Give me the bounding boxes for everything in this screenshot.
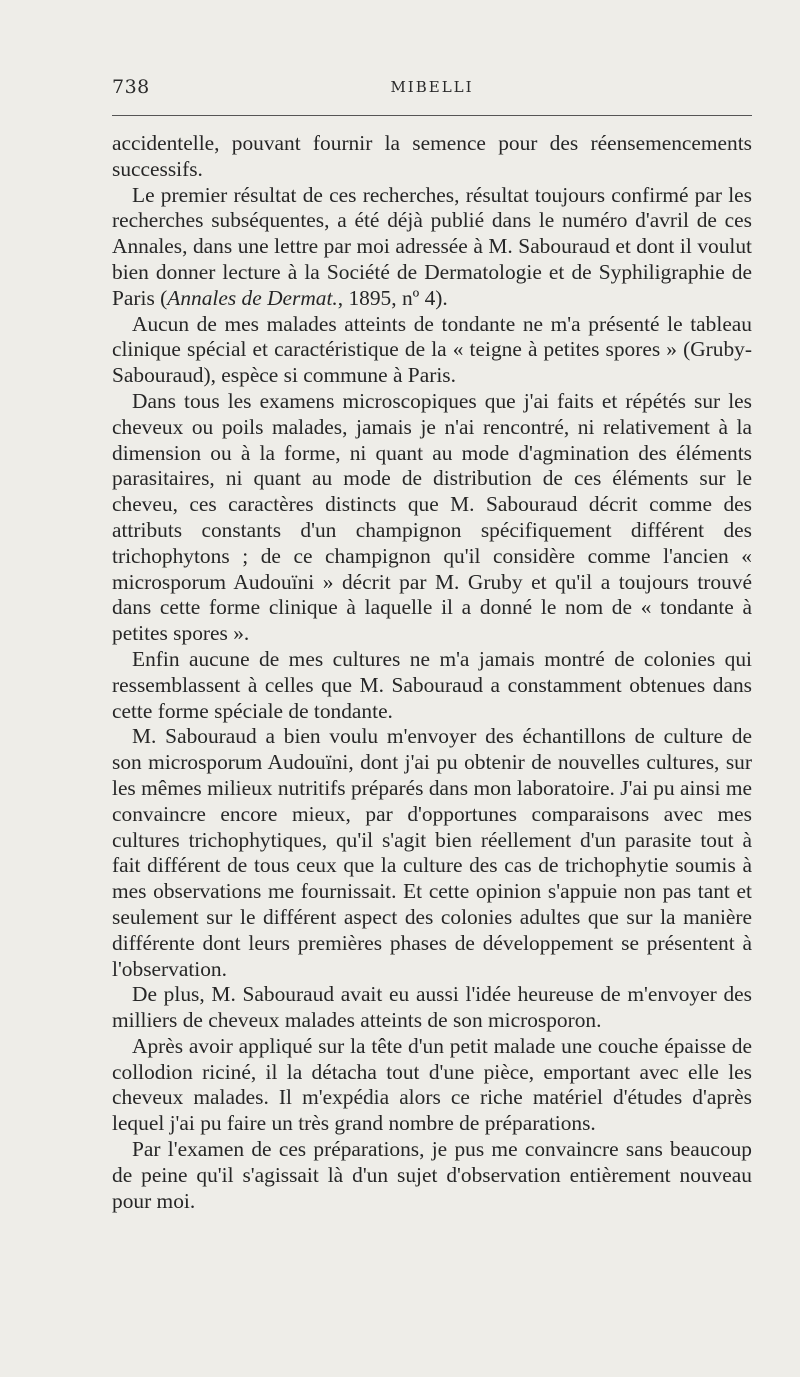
- paragraph-5: Enfin aucune de mes cultures ne m'a jamais montré de colonies qui ressemblassent à celles que M. Sabouraud a constamment obtenues dans cette forme spéciale de tondante.: [112, 646, 752, 723]
- body-text: [112, 131, 752, 1214]
- paragraph-3: Aucun de mes malades atteints de tondante ne m'a présenté le tableau clinique spécial et caractéristique de la « teigne à petites spores » (Gruby-Sabouraud), espèce si commune à Paris.: [112, 311, 752, 388]
- paragraph-1: accidentelle, pouvant fournir la semence pour des réensemencements successifs.: [112, 131, 752, 181]
- header-rule: [112, 115, 752, 116]
- paragraph-2: [112, 183, 752, 312]
- page-header: [112, 76, 752, 100]
- paragraph-6: M. Sabouraud a bien voulu m'envoyer des échantillons de culture de son microsporum Audouïni, dont j'ai pu obtenir de nouvelles cultures, sur les mêmes milieux nutritifs préparés dans mon laboratoire. J'ai pu ainsi me convaincre encore mieux, par d'opportunes comparaisons avec mes cultures trichophytiques, qu'il s'agit bien réellement d'un parasite tout à fait différent de tous ceux que la culture des cas de trichophytie soumis à mes observations me fournissait. Et cette opinion s'appuie non pas tant et seulement sur le différent aspect des colonies adultes que sur la manière différente dont leurs premières phases de développement se présentent à l'observation.: [112, 724, 752, 981]
- page-number: 738: [112, 76, 150, 98]
- paragraph-2-end: , 1895, nº 4).: [337, 285, 448, 310]
- paragraph-2-text: Le premier résultat de ces recherches, résultat toujours confirmé par les recherches subséquentes, a été déjà publié dans le numéro d'avril de ces Annales, dans une lettre par moi adressée à M. Sabouraud et dont il voulut bien donner lecture à la Société de Dermatologie et de Syphiligraphie de Paris (: [112, 182, 752, 310]
- journal-citation: Annales de Dermat.: [167, 285, 338, 310]
- paragraph-4: Dans tous les examens microscopiques que j'ai faits et répétés sur les cheveux ou poils malades, jamais je n'ai rencontré, ni relativement à la dimension ou à la forme, ni quant au mode d'agmination des éléments parasitaires, ni quant au mode de distribution de ces éléments sur le cheveu, ces caractères distincts que M. Sabouraud décrit comme des attributs constants d'un champignon spécifiquement différent des trichophytons ; de ce champignon qu'il considère comme l'ancien « microsporum Audouïni » décrit par M. Gruby et qu'il a toujours trouvé dans cette forme clinique à laquelle il a donné le nom de « tondante à petites spores ».: [112, 388, 752, 646]
- paragraph-8: Après avoir appliqué sur la tête d'un petit malade une couche épaisse de collodion riciné, il la détacha tout d'une pièce, emportant avec elle les cheveux malades. Il m'expédia alors ce riche matériel d'études d'après lequel j'ai pu faire un très grand nombre de préparations.: [112, 1033, 752, 1136]
- paragraph-7: De plus, M. Sabouraud avait eu aussi l'idée heureuse de m'envoyer des milliers de cheveux malades atteints de son microsporon.: [112, 982, 752, 1033]
- paragraph-9: Par l'examen de ces préparations, je pus me convaincre sans beaucoup de peine qu'il s'agissait là d'un sujet d'observation entièrement nouveau pour moi.: [112, 1137, 752, 1213]
- running-title: MIBELLI: [390, 78, 474, 96]
